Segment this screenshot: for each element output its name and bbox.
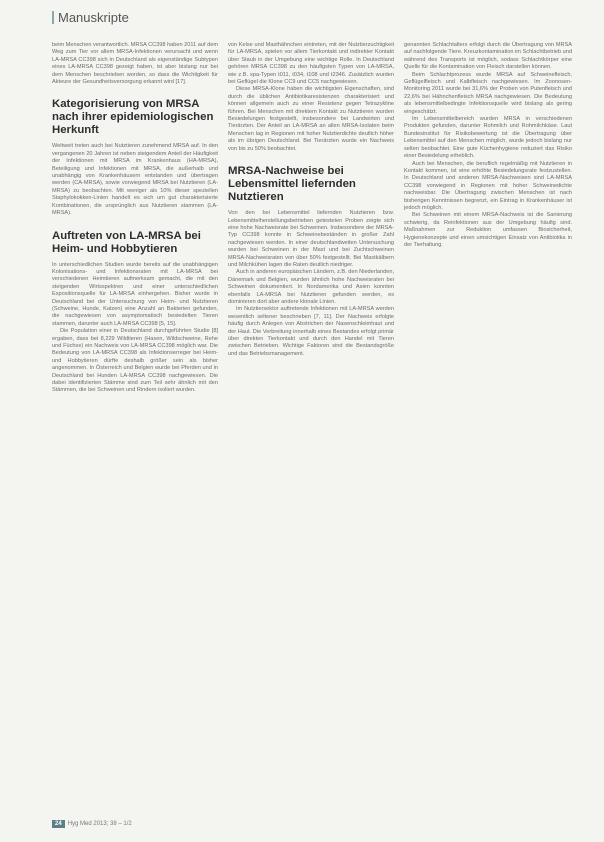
column-1 [52,42,218,395]
paragraph: beim Menschen verantwortlich. MRSA CC398 haben 2011 auf dem Weg zum Tier vor allem MRSA-Infektionen verursacht und wenn LA-MRSA CC398 sich in Deutschland als eigenständige Subtypen eines LA-MRSA CC398 gezeigt haben, ist aber bislang nur bei dem Menschen beschrieben worden, so dass die Wichtigkeit für Akteure der Gesundheitsversorgung erkannt wird [17]. [52,42,218,86]
paragraph: In unterschiedlichen Studien wurde bereits auf die unabhängigen Kolonisations- und Infektionsraten mit LA-MRSA bei verschiedenen Heimtieren aufmerksam gemacht, die mit den steigenden Wirtsspektren und einer unterschiedlichen Expositionsquelle für LA-MRSA einhergehen. Bisher wurde in Deutschland bei der Untersuchung von Heim- und Nutztieren (Schweine, Hunde, Katzen) eine Anzahl an Bakterien gefunden, die nachgewiesen von asymptomatisch besiedelten Tieren stammen, darunter auch LA-MRSA CC398 [5, 15]. [52,261,218,327]
page-header [52,10,129,25]
page-footer [52,820,132,828]
paragraph: Diese MRSA-Klone haben die wichtigsten Eigenschaften, sind durch die üblichen Antibiotikaresistenzen charakterisiert und können allgemein auch zu einer Resistenz gegen Tetrazykline führen. Bei Menschen mit direktem Kontakt zu Nutztieren wurden Besiedelungen festgestellt, insbesondere bei Landwirten und Tierärzten. Der Anteil an LA-MRSA an allen MRSA-Isolaten beim Menschen lag in Regionen mit hoher Nutztierdichte deutlich höher als im übrigen Deutschland. Bei Tierärzten wurde ein Nachweis von bis zu 50% beobachtet. [228,86,394,152]
column-3 [404,42,572,249]
page-number: 24 [52,820,65,828]
heading-nachweise: MRSA-Nachweise bei Lebensmittel liefernden Nutztieren [228,165,356,204]
header-bar [52,11,54,24]
paragraph: Im Nutztiersektor auftretende Infektionen mit LA-MRSA werden wesentlich seltener beschrieben [7, 11]. Der Nachweis erfolgte häufig durch Anlegen von Abstrichen der Nasenschleimhaut und der Haut. Die Verbreitung innerhalb eines Bestandes erfolgt primär über direkten Tierkontakt und durch den Handel mit Tieren zwischen Betrieben. Wichtige Faktoren sind die Bestandsgröße und das Betriebsmanagement. [228,306,394,357]
paragraph: genannten Schlachtalters erfolgt durch die Übertragung von MRSA auf nachfolgende Tiere. Kreuzkontamination im Schlachtbetrieb und während des Transports ist möglich, sodass Schlachtkörper eine Quelle für die Kontamination von Fleisch darstellen können. [404,42,572,71]
paragraph: Auch bei Menschen, die beruflich regelmäßig mit Nutztieren in Kontakt kommen, ist eine erhöhte Besiedelungsrate festzustellen. In Deutschland und anderen MRSA-Nachweisen sind LA-MRSA CC398 vorwiegend in Regionen mit hoher Schweinedichte nachweisbar. Die Übertragung zwischen Menschen ist nach bisherigen Kenntnissen begrenzt, ein Eintrag in Krankenhäuser ist jedoch möglich. [404,160,572,211]
journal-citation: Hyg Med 2013; 38 – 1/2 [67,821,132,827]
paragraph: von Kelse und Masthähnchen eintreten, mit der Nutztierzuchtigkeit für LA-MRSA, spielen vor allem Tierkontakt und indirekter Kontakt über Staub in der Umgebung eine wichtige Rolle. In Deutschland gehören MRSA CC398 zu den häufigsten Typen von LA-MRSA, wie z.B. spa-Typen t011, t034, t108 und t2346. Zusätzlich wurden bei Geflügel die Klone CC9 und CC5 nachgewiesen. [228,42,394,86]
column-2 [228,42,394,358]
paragraph: Auch in anderen europäischen Ländern, z.B. den Niederlanden, Dänemark und Belgien, wurden ähnlich hohe Nachweisraten bei Schweinen dokumentiert. In Nordamerika und Asien konnten ebenfalls LA-MRSA bei Nutztieren gefunden werden, es dominieren dort aber andere klonale Linien. [228,269,394,305]
heading-kategorisierung: Kategorisierung von MRSA nach ihrer epidemiologischen Herkunft [52,98,214,137]
paragraph: Beim Schlachtprozess wurde MRSA auf Schweinefleisch, Geflügelfleisch und Kalbfleisch nachgewiesen. Im Zoonosen-Monitoring 2011 wurde bei 31,6% der Proben von Putenfleisch und 22,6% bei Hähnchenfleisch MRSA nachgewiesen. Die Bedeutung als lebensmittelbedingte Infektionsquelle wird bislang als gering eingeschätzt. [404,71,572,115]
paragraph: Die Population einer in Deutschland durchgeführten Studie [8] ergaben, dass bei 8,229 Wildtieren (Hasen, Wildschweine, Rehe und Füchse) ein Nachweis von LA-MRSA CC398 möglich war. Die Bedeutung von LA-MRSA CC398 als Infektionserreger bei Heim- und Hobbytieren dürfte deshalb größer sein als bisher angenommen. In Österreich und Belgien wurde bei Pferden und in Deutschland bei Hunden LA-MRSA CC398 nachgewiesen. Die dabei identifizierten Stämme sind zum Teil sehr ähnlich mit den Stämmen, die bei Schweinen und Rindern isoliert wurden. [52,328,218,394]
heading-auftreten: Auftreten von LA-MRSA bei Heim- und Hobbytieren [52,229,201,255]
paragraph: Von den bei Lebensmittel liefernden Nutztieren bzw. Lebensmittelherstellungsbetrieben getesteten Proben zeigte sich eine hohe Nachweisrate bei Schweinen. Insbesondere der MRSA-Typ CC398 konnte in Schweinebeständen in großer Zahl nachgewiesen werden. In einer deutschlandweiten Untersuchung wurden bei Schweinen in der Mast und bei Zuchtschweinen MRSA-Nachweisraten von über 50% festgestellt. Bei Mastkälbern und Milchkühen lagen die Raten deutlich niedriger. [228,210,394,268]
paragraph: Im Lebensmittelbereich wurden MRSA in verschiedenen Produkten gefunden, darunter Rohmilch und Rohmilchkäse. Laut Bundesinstitut für Risikobewertung ist die Übertragung über Lebensmittel auf den Menschen möglich, wurde jedoch bislang nur selten beobachtet. Eine gute Küchenhygiene reduziert das Risiko einer Besiedelung erheblich. [404,116,572,160]
paragraph: Weltweit treten auch bei Nutztieren zunehmend MRSA auf. In den vergangenen 20 Jahren ist neben steigendem Anteil der Häufigkeit der Infektionen mit MRSA im Krankenhaus (HA-MRSA), Beteiligung und Infektionen mit MRSA, die außerhalb und unabhängig von Krankenhäusern entstanden und übertragen werden (CA-MRSA), sowie vorwiegend MRSA bei Nutztieren (LA-MRSA) zu beobachten. Mit weniger als 10% dieser speziellen Staphylokokken-Linien handelt es sich um gut charakterisierte Kombinationen, die ursprünglich aus Nutztieren stammen (LA-MRSA). [52,143,218,217]
section-title: Manuskripte [58,10,129,25]
paragraph: Bei Schweinen mit einem MRSA-Nachweis ist die Sanierung schwierig, da Reinfektionen aus der Umgebung häufig sind. Maßnahmen zur Reduktion umfassen Biosicherheit, Hygienekonzepte und einen umsichtigen Einsatz von Antibiotika in der Tierhaltung. [404,212,572,248]
